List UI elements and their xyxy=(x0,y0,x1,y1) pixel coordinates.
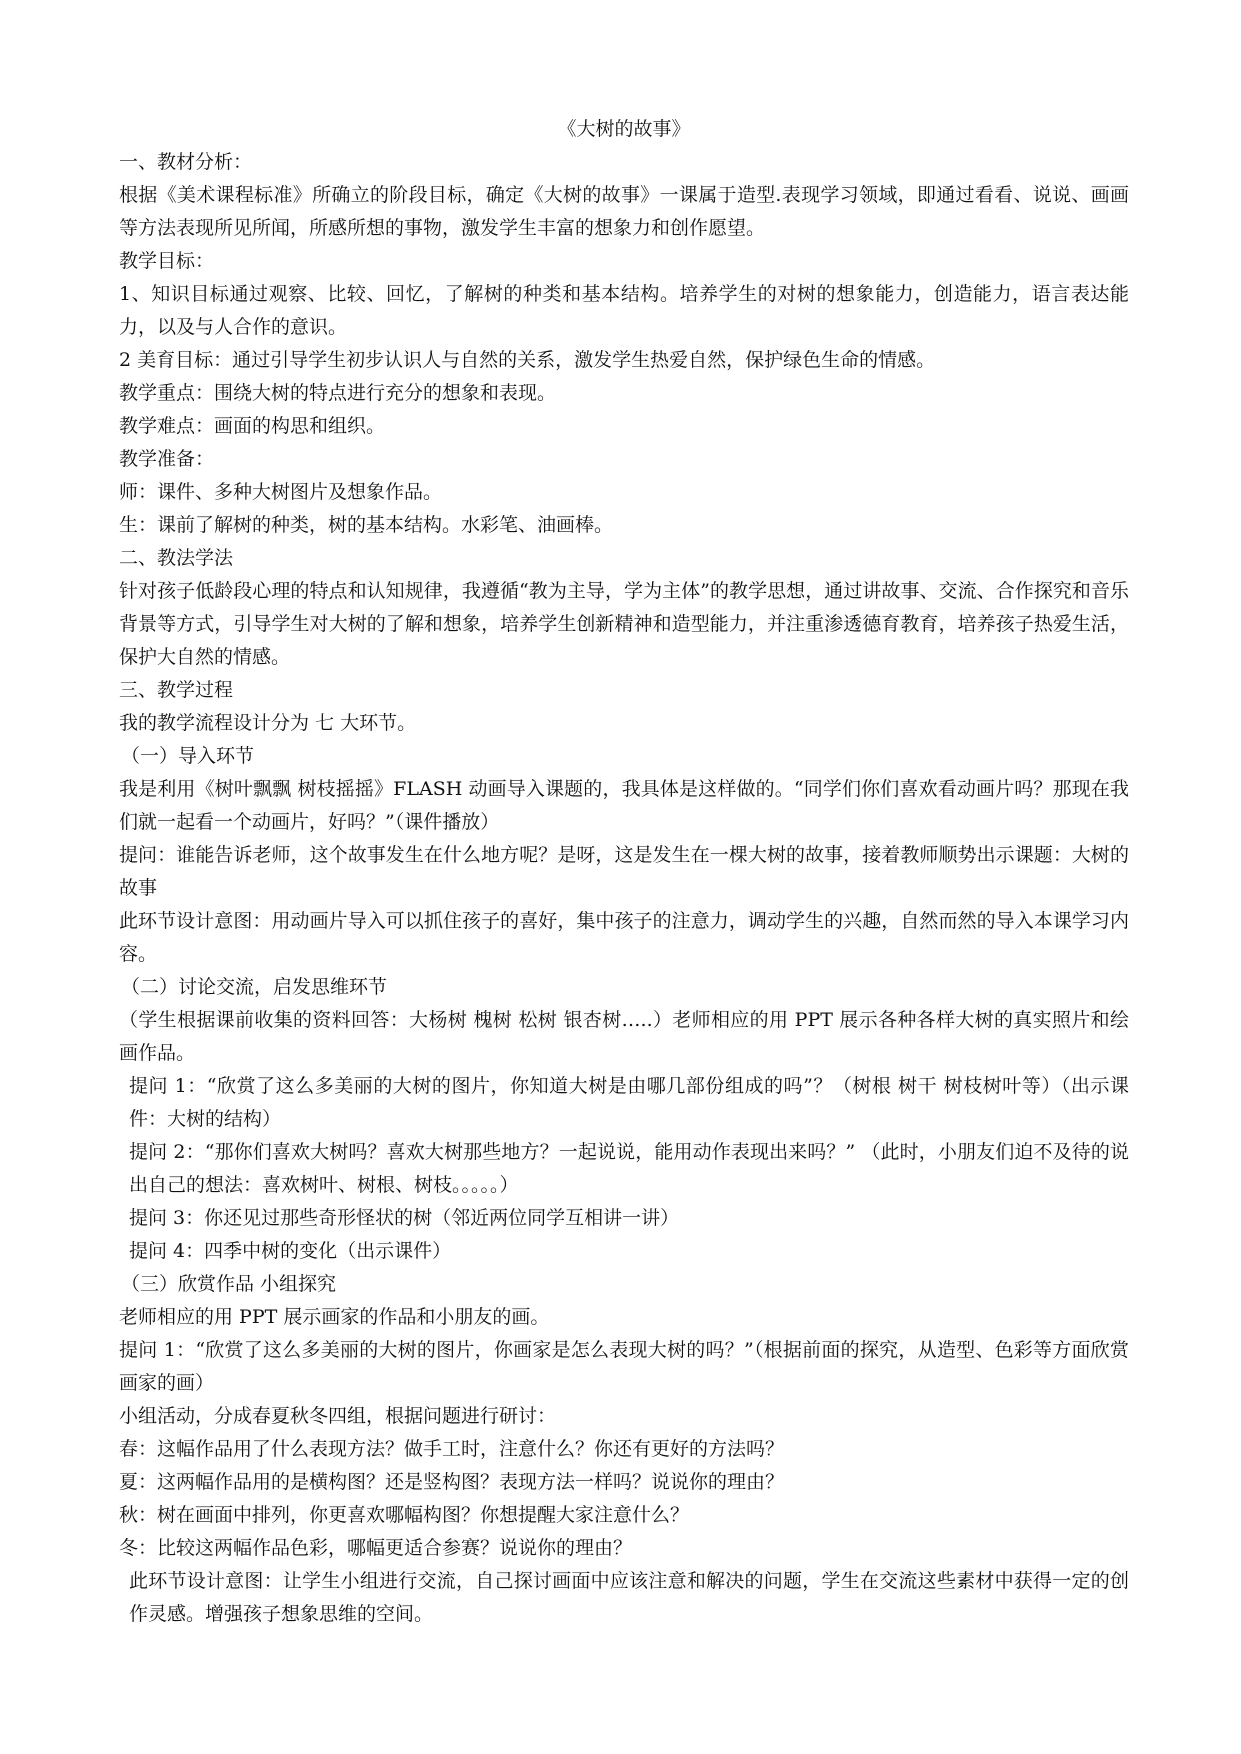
document-body xyxy=(119,113,1129,1631)
paragraph: 2 美育目标：通过引导学生初步认识人与自然的关系，激发学生热爱自然，保护绿色生命的情感。 xyxy=(119,349,936,371)
paragraph: （学生根据课前收集的资料回答：大杨树 槐树 松树 银杏树…..）老师相应的用 PPT 展示各种各样大树的真实照片和绘画作品。 xyxy=(119,1009,1129,1064)
paragraph: 提问 4：四季中树的变化（出示课件） xyxy=(129,1240,452,1262)
paragraph-list xyxy=(119,146,1129,1631)
paragraph: 根据《美术课程标准》所确立的阶段目标，确定《大树的故事》一课属于造型.表现学习领域，即通过看看、说说、画画等方法表现所见所闻，所感所想的事物，激发学生丰富的想象力和创作愿望。 xyxy=(119,184,1129,239)
paragraph: 此环节设计意图：让学生小组进行交流，自己探讨画面中应该注意和解决的问题，学生在交流这些素材中获得一定的创作灵感。增强孩子想象思维的空间。 xyxy=(129,1570,1129,1625)
paragraph: 三、教学过程 xyxy=(119,679,234,701)
paragraph: 秋：树在画面中排列，你更喜欢哪幅构图？你想提醒大家注意什么？ xyxy=(119,1504,690,1526)
paragraph: 一、教材分析： xyxy=(119,151,253,173)
paragraph: 春：这幅作品用了什么表现方法？做手工时，注意什么？你还有更好的方法吗？ xyxy=(119,1438,785,1460)
paragraph: 提问：谁能告诉老师，这个故事发生在什么地方呢？是呀，这是发生在一棵大树的故事，接着教师顺势出示课题：大树的故事 xyxy=(119,844,1129,899)
paragraph: 教学准备： xyxy=(119,448,215,470)
paragraph: 教学难点：画面的构思和组织。 xyxy=(119,415,386,437)
paragraph: 提问 3：你还见过那些奇形怪状的树（邻近两位同学互相讲一讲） xyxy=(129,1207,680,1229)
paragraph: 针对孩子低龄段心理的特点和认知规律，我遵循“教为主导，学为主体”的教学思想，通过讲故事、交流、合作探究和音乐背景等方式，引导学生对大树的了解和想象，培养学生创新精神和造型能力，并注重渗透德育教育，培养孩子热爱生活，保护大自然的情感。 xyxy=(119,580,1129,668)
paragraph: （二）讨论交流，启发思维环节 xyxy=(121,976,388,998)
paragraph: 冬：比较这两幅作品色彩，哪幅更适合参赛？说说你的理由？ xyxy=(119,1537,633,1559)
paragraph: 我是利用《树叶飘飘 树枝摇摇》FLASH 动画导入课题的，我具体是这样做的。“同学们你们喜欢看动画片吗？那现在我们就一起看一个动画片，好吗？”（课件播放） xyxy=(119,778,1129,833)
paragraph: 提问 1：“欣赏了这么多美丽的大树的图片，你画家是怎么表现大树的吗？”（根据前面的探究，从造型、色彩等方面欣赏画家的画） xyxy=(119,1339,1129,1394)
paragraph: 此环节设计意图：用动画片导入可以抓住孩子的喜好，集中孩子的注意力，调动学生的兴趣，自然而然的导入本课学习内容。 xyxy=(119,910,1129,965)
paragraph: 夏：这两幅作品用的是横构图？还是竖构图？表现方法一样吗？说说你的理由？ xyxy=(119,1471,785,1493)
paragraph: 老师相应的用 PPT 展示画家的作品和小朋友的画。 xyxy=(119,1306,550,1328)
paragraph: 生：课前了解树的种类，树的基本结构。水彩笔、油画棒。 xyxy=(119,514,614,536)
paragraph: 提问 2：“那你们喜欢大树吗？喜欢大树那些地方？一起说说，能用动作表现出来吗？” （此时，小朋友们迫不及待的说出自己的想法：喜欢树叶、树根、树枝。。。。。） xyxy=(129,1141,1129,1196)
paragraph: 我的教学流程设计分为 七 大环节。 xyxy=(119,712,417,734)
paragraph: 师：课件、多种大树图片及想象作品。 xyxy=(119,481,443,503)
paragraph: 教学目标： xyxy=(119,250,215,272)
paragraph: 提问 1：“欣赏了这么多美丽的大树的图片，你知道大树是由哪几部份组成的吗”？（树根 树干 树枝树叶等）（出示课件：大树的结构） xyxy=(129,1075,1129,1130)
document-title: 《大树的故事》 xyxy=(557,118,691,140)
paragraph: 二、教法学法 xyxy=(119,547,234,569)
paragraph: 1、知识目标通过观察、比较、回忆，了解树的种类和基本结构。培养学生的对树的想象能力，创造能力，语言表达能力，以及与人合作的意识。 xyxy=(119,283,1129,338)
paragraph: 教学重点：围绕大树的特点进行充分的想象和表现。 xyxy=(119,382,557,404)
paragraph: （三）欣赏作品 小组探究 xyxy=(121,1273,337,1295)
paragraph: （一）导入环节 xyxy=(121,745,255,767)
paragraph: 小组活动，分成春夏秋冬四组，根据问题进行研讨： xyxy=(119,1405,557,1427)
